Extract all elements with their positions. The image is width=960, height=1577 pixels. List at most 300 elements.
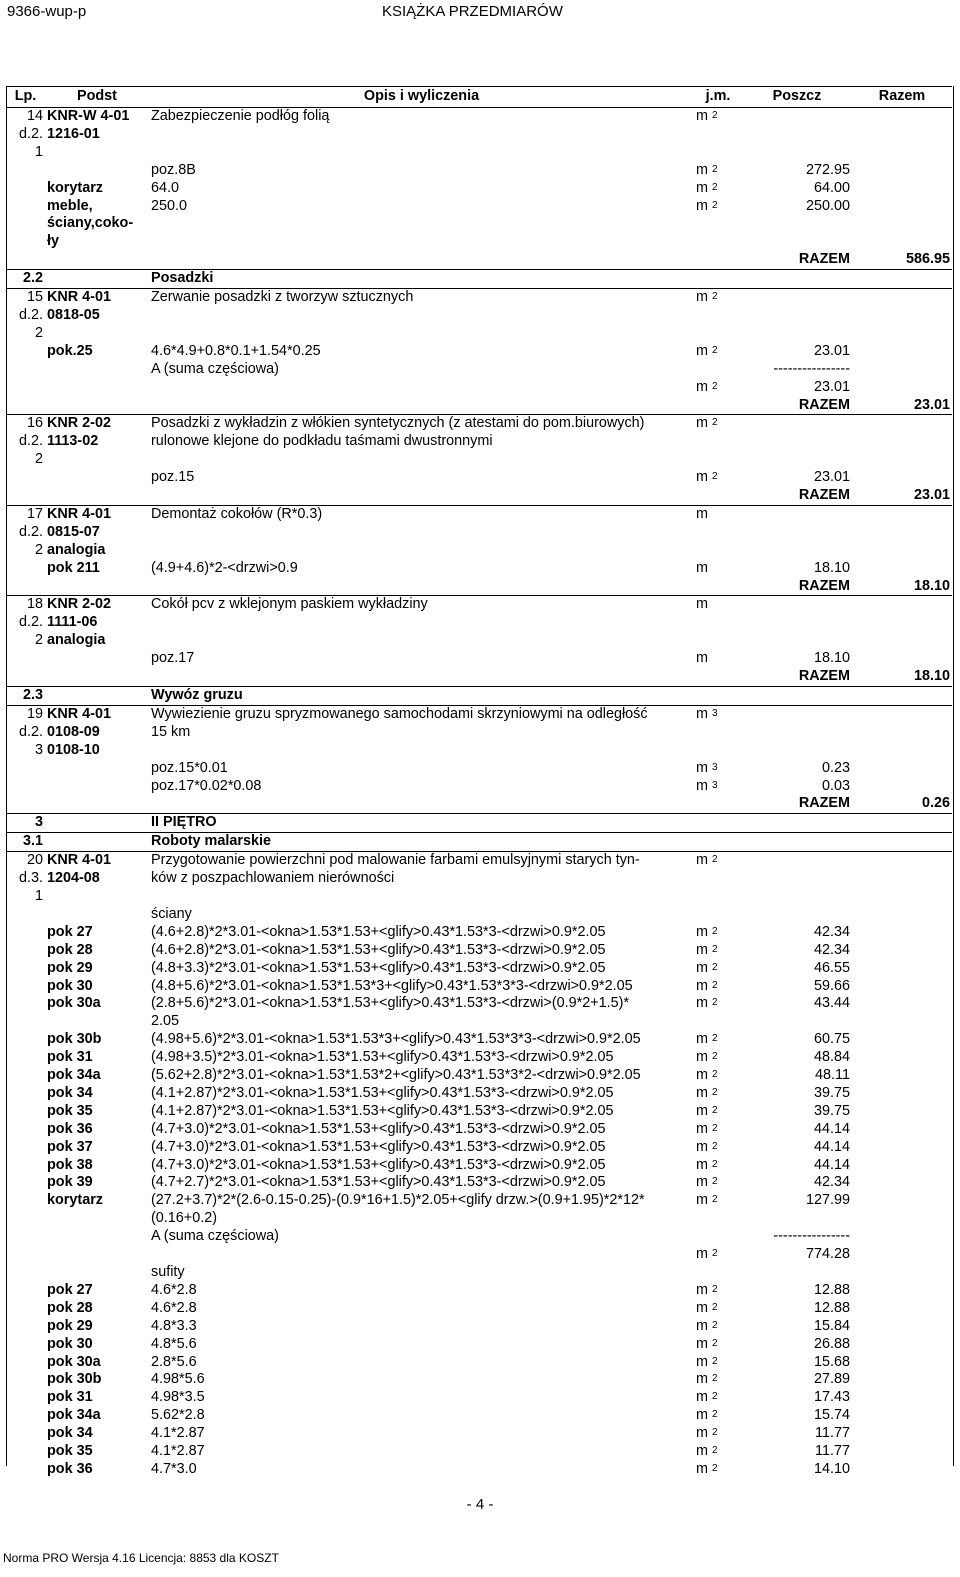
row-jm: m	[694, 505, 742, 523]
row-opis	[149, 795, 694, 813]
table-row	[6, 906, 952, 924]
unit-label: m $^2$	[696, 289, 718, 306]
row-opis: Zabezpieczenie podłóg folią	[149, 108, 694, 126]
row-poszcz	[742, 742, 852, 760]
row-opis	[149, 251, 694, 269]
row-podst	[45, 833, 149, 852]
row-poszcz: 12.88	[813, 1299, 850, 1316]
row-lp	[6, 343, 45, 361]
row-poszcz	[742, 542, 852, 560]
row-podst	[45, 379, 149, 397]
row-poszcz	[742, 307, 852, 325]
table-row	[6, 1174, 952, 1192]
table-row	[6, 325, 952, 343]
row-poszcz	[742, 433, 852, 451]
row-razem	[852, 1157, 952, 1175]
unit-label: m $^2$	[696, 1067, 718, 1084]
row-razem	[852, 343, 952, 361]
row-lp	[6, 1210, 45, 1228]
row-jm	[694, 144, 742, 162]
row-opis: 250.0	[151, 197, 188, 214]
row-podst: pok 30	[47, 1335, 93, 1352]
row-jm	[694, 1389, 742, 1407]
row-jm	[694, 870, 742, 888]
row-podst: pok 28	[47, 1299, 93, 1316]
row-poszcz: 15.74	[813, 1407, 850, 1424]
row-razem: 23.01	[913, 487, 950, 504]
row-razem	[852, 198, 952, 216]
row-lp	[6, 650, 45, 668]
unit-label: m $^2$	[696, 852, 718, 869]
row-poszcz	[742, 1013, 852, 1031]
row-opis	[149, 542, 694, 560]
row-jm	[694, 379, 742, 397]
row-lp: d.3.	[18, 870, 43, 887]
unit-label: m $^2$	[696, 378, 718, 395]
table-row	[6, 1282, 952, 1300]
table-row	[6, 1336, 952, 1354]
row-razem	[852, 289, 952, 307]
col-header-poszcz: Poszcz	[742, 87, 852, 108]
row-poszcz	[742, 833, 852, 852]
row-jm	[694, 778, 742, 796]
table-row	[6, 1192, 952, 1210]
table-row	[6, 560, 952, 578]
row-razem	[852, 1300, 952, 1318]
row-lp: 1	[34, 143, 43, 160]
row-lp: 2.2	[6, 270, 45, 289]
row-podst: pok 34a	[47, 1067, 101, 1084]
row-poszcz	[742, 687, 852, 706]
table-row	[6, 1139, 952, 1157]
row-lp	[6, 1246, 45, 1264]
row-opis: rulonowe klejone do podkładu taśmami dwustronnymi	[151, 433, 493, 450]
row-razem	[852, 524, 952, 542]
table-row	[6, 1371, 952, 1389]
row-opis: (4.6+2.8)*2*3.01-<okna>1.53*1.53+<glify>0.43*1.53*3-<drzwi>0.9*2.05	[151, 923, 606, 940]
row-poszcz	[742, 852, 852, 870]
row-opis: 4.7*3.0	[151, 1460, 197, 1477]
row-poszcz	[742, 614, 852, 632]
row-opis: Cokół pcv z wklejonym paskiem wykładziny	[149, 596, 694, 614]
unit-label: m $^2$	[696, 1425, 718, 1442]
row-jm: m	[696, 559, 708, 576]
table-row	[6, 1389, 952, 1407]
row-opis: 4.1*2.87	[151, 1443, 205, 1460]
row-jm	[694, 289, 742, 307]
row-lp: d.2.	[18, 125, 43, 142]
table-row	[6, 1121, 952, 1139]
row-opis: Przygotowanie powierzchni pod malowanie farbami emulsyjnymi starych tyn-	[149, 852, 694, 870]
row-lp	[6, 215, 45, 233]
row-razem	[852, 960, 952, 978]
row-poszcz: 23.01	[813, 342, 850, 359]
row-opis: (4.9+4.6)*2-<drzwi>0.9	[151, 559, 298, 576]
row-opis	[149, 888, 694, 906]
row-jm	[694, 487, 742, 505]
row-poszcz: 46.55	[813, 959, 850, 976]
unit-label: m $^2$	[696, 342, 718, 359]
row-lp	[6, 361, 45, 379]
row-lp: 2.3	[6, 687, 45, 706]
table-row	[6, 942, 952, 960]
row-poszcz: 127.99	[805, 1192, 850, 1209]
row-podst: pok.25	[47, 342, 93, 359]
row-podst	[45, 361, 149, 379]
row-jm	[694, 1013, 742, 1031]
position-row	[6, 289, 952, 307]
col-header-lp: Lp.	[6, 87, 45, 108]
table-row	[6, 162, 952, 180]
row-poszcz: 64.00	[813, 179, 850, 196]
row-razem	[852, 1264, 952, 1282]
row-lp: d.2.	[18, 614, 43, 631]
row-jm	[694, 724, 742, 742]
row-podst: korytarz	[47, 179, 103, 196]
row-poszcz	[742, 814, 852, 833]
row-poszcz: ----------------	[773, 1228, 850, 1245]
row-podst: pok 35	[47, 1443, 93, 1460]
table-row	[6, 215, 952, 233]
row-razem	[852, 144, 952, 162]
row-opis	[149, 215, 694, 233]
unit-label: m $^2$	[696, 1102, 718, 1119]
row-lp: 14	[6, 108, 45, 126]
row-razem	[852, 1318, 952, 1336]
row-podst: korytarz	[47, 1192, 103, 1209]
row-poszcz: RAZEM	[798, 396, 850, 413]
row-poszcz: 43.44	[813, 995, 850, 1012]
row-lp	[6, 1103, 45, 1121]
row-lp	[6, 1443, 45, 1461]
row-opis	[149, 451, 694, 469]
row-razem: 0.26	[921, 795, 950, 812]
row-podst: pok 36	[47, 1460, 93, 1477]
row-opis	[149, 487, 694, 505]
row-poszcz: 17.43	[813, 1389, 850, 1406]
row-lp	[6, 1264, 45, 1282]
unit-label: m $^2$	[696, 161, 718, 178]
row-podst: pok 27	[47, 923, 93, 940]
row-lp: d.2.	[18, 433, 43, 450]
row-jm	[694, 162, 742, 180]
row-razem	[852, 451, 952, 469]
row-podst	[45, 1228, 149, 1246]
row-opis: 4.98*5.6	[151, 1371, 205, 1388]
row-razem	[852, 1031, 952, 1049]
row-poszcz	[742, 870, 852, 888]
row-opis: (4.7+3.0)*2*3.01-<okna>1.53*1.53+<glify>0.43*1.53*3-<drzwi>0.9*2.05	[151, 1138, 606, 1155]
row-lp	[6, 1425, 45, 1443]
row-opis	[149, 397, 694, 415]
unit-label: m $^2$	[696, 941, 718, 958]
row-podst	[45, 487, 149, 505]
row-razem	[852, 833, 952, 852]
row-lp: 3	[6, 814, 45, 833]
row-poszcz: 23.01	[813, 469, 850, 486]
row-lp	[6, 560, 45, 578]
position-row	[6, 852, 952, 870]
row-jm	[694, 668, 742, 686]
row-poszcz: RAZEM	[798, 577, 850, 594]
sum-row	[6, 397, 952, 415]
row-razem	[852, 1246, 952, 1264]
row-podst: pok 36	[47, 1120, 93, 1137]
row-jm	[694, 833, 742, 852]
row-lp	[6, 924, 45, 942]
row-lp	[6, 995, 45, 1013]
row-jm	[694, 361, 742, 379]
sum-row	[6, 251, 952, 269]
row-poszcz	[742, 524, 852, 542]
row-podst	[45, 469, 149, 487]
row-opis: II PIĘTRO	[149, 814, 694, 833]
row-poszcz: 39.75	[813, 1102, 850, 1119]
row-podst: pok 30a	[47, 995, 101, 1012]
row-lp: 18	[6, 596, 45, 614]
unit-label: m $^2$	[696, 1120, 718, 1137]
row-jm: m	[696, 650, 708, 667]
row-jm	[694, 343, 742, 361]
row-poszcz	[742, 1210, 852, 1228]
row-jm	[694, 251, 742, 269]
sum-row	[6, 487, 952, 505]
table-row	[6, 1354, 952, 1372]
row-poszcz: 42.34	[813, 1174, 850, 1191]
row-podst: KNR 4-01	[45, 505, 149, 523]
table-row	[6, 542, 952, 560]
row-opis: 64.0	[151, 179, 180, 196]
row-podst: 1204-08	[47, 870, 100, 887]
unit-label: m $^2$	[696, 1371, 718, 1388]
row-poszcz: 44.14	[813, 1120, 850, 1137]
row-podst	[45, 668, 149, 686]
table-row	[6, 1318, 952, 1336]
unit-label: m $^2$	[696, 1156, 718, 1173]
row-poszcz	[742, 1264, 852, 1282]
row-lp	[6, 1192, 45, 1210]
position-row	[6, 687, 952, 706]
row-opis: Roboty malarskie	[149, 833, 694, 852]
row-podst: pok 31	[47, 1049, 93, 1066]
row-jm	[694, 742, 742, 760]
unit-label: m $^2$	[696, 1281, 718, 1298]
row-razem	[852, 469, 952, 487]
row-opis: Zerwanie posadzki z tworzyw sztucznych	[149, 289, 694, 307]
row-razem	[852, 361, 952, 379]
row-razem	[852, 180, 952, 198]
row-opis	[149, 614, 694, 632]
row-podst: pok 38	[47, 1156, 93, 1173]
row-jm	[694, 814, 742, 833]
row-razem	[852, 126, 952, 144]
row-opis: sufity	[151, 1264, 185, 1280]
table-row	[6, 1264, 952, 1282]
unit-label: m $^2$	[696, 1299, 718, 1316]
table-row	[6, 1049, 952, 1067]
table-row	[6, 888, 952, 906]
sum-row	[6, 795, 952, 813]
row-razem	[852, 433, 952, 451]
row-razem	[852, 1461, 952, 1479]
row-podst	[45, 1013, 149, 1031]
row-lp	[6, 379, 45, 397]
row-lp	[6, 1174, 45, 1192]
row-razem	[852, 542, 952, 560]
row-jm	[694, 1103, 742, 1121]
row-poszcz	[742, 505, 852, 523]
table-row	[6, 995, 952, 1013]
position-row	[6, 814, 952, 833]
row-razem	[852, 596, 952, 614]
table-row	[6, 144, 952, 162]
row-podst	[45, 162, 149, 180]
row-opis: ków z poszpachlowaniem nierówności	[151, 870, 395, 887]
row-poszcz	[742, 233, 852, 251]
row-razem	[852, 978, 952, 996]
row-jm	[694, 795, 742, 813]
row-opis: 4.98*3.5	[151, 1389, 205, 1406]
row-lp	[6, 1067, 45, 1085]
row-poszcz: 15.68	[813, 1353, 850, 1370]
row-podst	[45, 814, 149, 833]
row-opis: (4.1+2.87)*2*3.01-<okna>1.53*1.53+<glify>0.43*1.53*3-<drzwi>0.9*2.05	[151, 1102, 614, 1119]
row-opis: (4.1+2.87)*2*3.01-<okna>1.53*1.53+<glify>0.43*1.53*3-<drzwi>0.9*2.05	[151, 1084, 614, 1101]
row-lp: 2	[34, 451, 43, 468]
row-poszcz: 272.95	[805, 161, 850, 178]
table-row	[6, 1157, 952, 1175]
row-podst: pok 211	[47, 559, 100, 576]
row-lp	[6, 978, 45, 996]
table-row	[6, 1210, 952, 1228]
table-row	[6, 233, 952, 251]
position-row	[6, 415, 952, 433]
row-opis: (4.7+2.7)*2*3.01-<okna>1.53*1.53+<glify>0.43*1.53*3-<drzwi>0.9*2.05	[151, 1174, 606, 1191]
row-opis	[149, 233, 694, 251]
table-row	[6, 180, 952, 198]
row-podst: pok 28	[47, 941, 93, 958]
row-razem	[852, 1121, 952, 1139]
row-jm	[694, 233, 742, 251]
row-opis: (27.2+3.7)*2*(2.6-0.15-0.25)-(0.9*16+1.5)*2.05+<glify drzw.>(0.9+1.95)*2*12*	[151, 1192, 645, 1209]
row-opis: poz.17	[151, 650, 195, 667]
table-row	[6, 870, 952, 888]
row-jm	[694, 215, 742, 233]
table-row	[6, 1013, 952, 1031]
row-razem	[852, 1067, 952, 1085]
row-razem	[852, 1192, 952, 1210]
row-podst: 1216-01	[47, 125, 100, 142]
row-jm	[694, 270, 742, 289]
table-row	[6, 924, 952, 942]
row-jm	[694, 1300, 742, 1318]
row-opis	[149, 144, 694, 162]
row-jm	[694, 1461, 742, 1479]
table-row	[6, 1443, 952, 1461]
row-jm	[694, 1371, 742, 1389]
unit-label: m $^2$	[696, 1353, 718, 1370]
row-podst	[45, 650, 149, 668]
table-row	[6, 1425, 952, 1443]
row-poszcz	[742, 632, 852, 650]
row-jm	[694, 1031, 742, 1049]
table-row	[6, 307, 952, 325]
row-podst: analogia	[47, 632, 106, 649]
row-lp	[6, 668, 45, 686]
row-lp: d.2.	[18, 723, 43, 740]
table-row	[6, 379, 952, 397]
unit-label: m $^2$	[696, 1049, 718, 1066]
document-title: KSIĄŻKA PRZEDMIARÓW	[382, 3, 563, 20]
row-lp	[6, 397, 45, 415]
row-podst	[45, 270, 149, 289]
row-razem	[852, 270, 952, 289]
row-jm: m	[694, 596, 742, 614]
row-razem: 18.10	[913, 668, 950, 685]
row-lp	[6, 1049, 45, 1067]
row-lp: 16	[6, 415, 45, 433]
row-razem	[852, 924, 952, 942]
row-podst	[45, 144, 149, 162]
row-lp	[6, 1228, 45, 1246]
row-jm	[694, 451, 742, 469]
row-podst: pok 34	[47, 1425, 93, 1442]
unit-label: m $^2$	[696, 1031, 718, 1048]
row-jm	[694, 1443, 742, 1461]
row-podst: meble,	[47, 197, 93, 214]
col-header-podst: Podst	[45, 87, 149, 108]
row-jm	[694, 1139, 742, 1157]
row-podst: 1111-06	[47, 614, 98, 631]
row-podst	[45, 451, 149, 469]
row-lp	[6, 233, 45, 251]
row-opis: Wywiezienie gruzu spryzmowanego samochodami skrzyniowymi na odległość	[149, 705, 694, 723]
row-opis	[149, 379, 694, 397]
row-razem	[852, 1425, 952, 1443]
row-jm	[694, 307, 742, 325]
table-row	[6, 1228, 952, 1246]
row-razem	[852, 505, 952, 523]
row-opis: poz.8B	[151, 161, 196, 178]
row-opis: 4.6*4.9+0.8*0.1+1.54*0.25	[151, 342, 321, 359]
row-razem	[852, 705, 952, 723]
table-row	[6, 1246, 952, 1264]
row-lp	[6, 1085, 45, 1103]
row-poszcz	[742, 144, 852, 162]
row-razem	[852, 1174, 952, 1192]
row-razem	[852, 1336, 952, 1354]
row-lp	[6, 1139, 45, 1157]
row-poszcz: 59.66	[813, 977, 850, 994]
row-jm	[694, 108, 742, 126]
row-poszcz	[742, 415, 852, 433]
row-jm	[694, 126, 742, 144]
row-lp: d.2.	[18, 306, 43, 323]
row-razem	[852, 1139, 952, 1157]
row-opis: 4.8*5.6	[151, 1335, 197, 1352]
row-jm	[694, 1157, 742, 1175]
row-poszcz	[742, 215, 852, 233]
row-jm	[694, 397, 742, 415]
row-jm	[694, 1121, 742, 1139]
row-razem	[852, 760, 952, 778]
unit-label: m $^2$	[696, 1084, 718, 1101]
unit-label: m $^2$	[696, 415, 718, 432]
row-jm	[694, 906, 742, 924]
col-header-razem: Razem	[852, 87, 952, 108]
table-row	[6, 126, 952, 144]
table-row	[6, 1031, 952, 1049]
